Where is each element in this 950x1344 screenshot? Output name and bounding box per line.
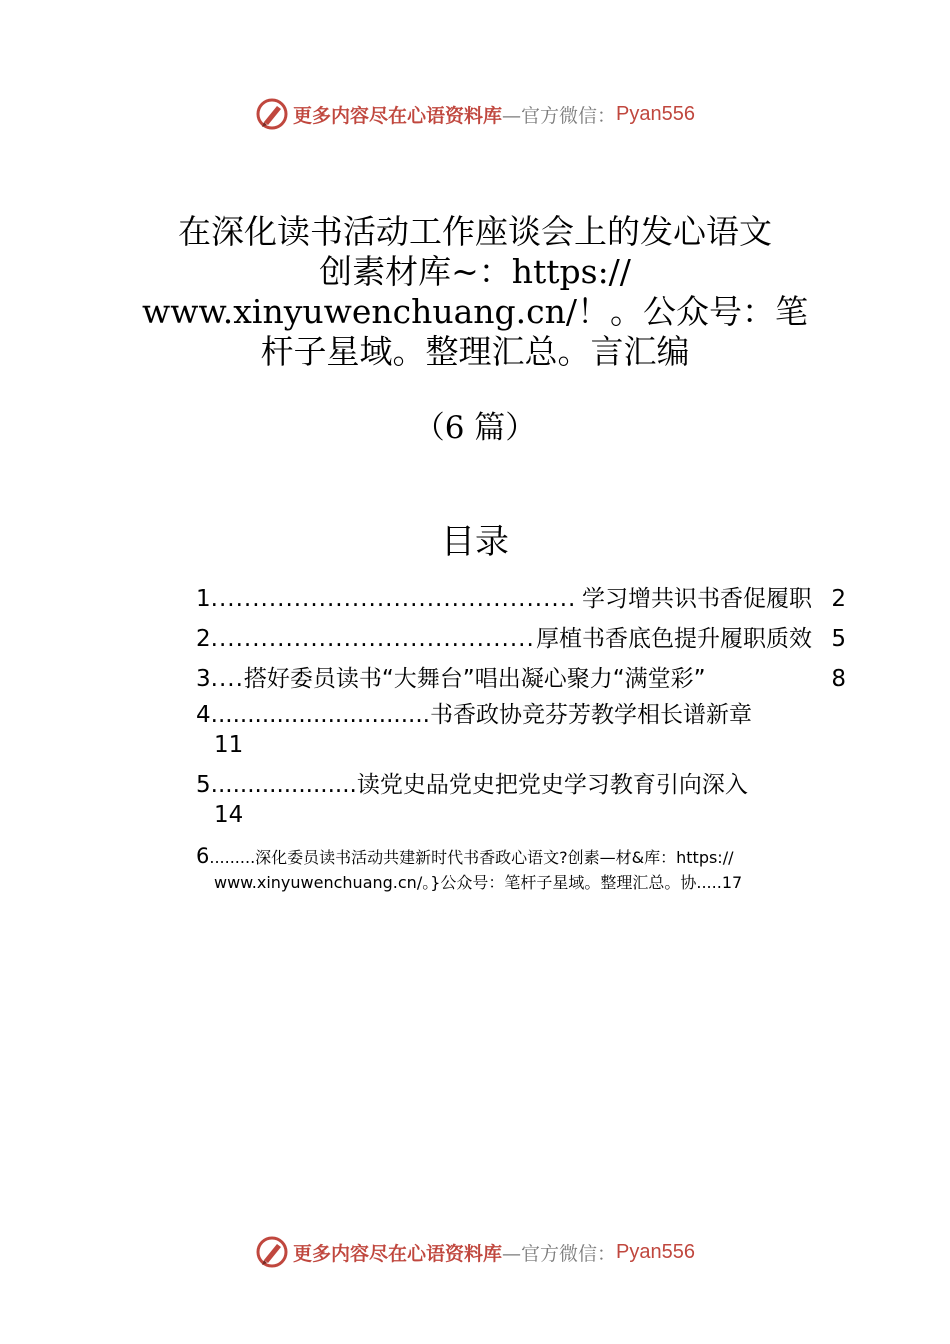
toc-item-title: 学习增共识书香促履职: [582, 586, 812, 612]
toc-item-page: 5: [831, 626, 846, 652]
pen-logo-icon: [255, 1235, 289, 1269]
toc-item-leader: ............................................: [210, 586, 577, 612]
banner-text: 更多内容尽在心语资料库: [293, 1242, 503, 1265]
toc-item-page: 8: [831, 666, 846, 692]
banner-wechat-label: —官方微信：: [502, 104, 617, 127]
toc-item[interactable]: [196, 620, 846, 660]
toc-item-leader: ....: [210, 666, 244, 692]
table-of-contents: [196, 580, 846, 895]
title-line-1: 在深化读书活动工作座谈会上的发心语文: [178, 212, 772, 251]
toc-item-leader: .........: [209, 848, 256, 867]
article-count: （6 篇）: [413, 410, 537, 446]
toc-heading: 目录: [441, 522, 509, 562]
toc-item[interactable]: [196, 700, 846, 770]
toc-item-title: 读党史品党史把党史学习教育引向深入: [356, 772, 748, 798]
footer-banner: [0, 1232, 950, 1272]
toc-item-number: 3: [196, 666, 211, 692]
toc-item-number: 6: [196, 844, 210, 868]
title-line-2: 创素材库~：https://: [319, 252, 631, 291]
banner-wechat-label: —官方微信：: [502, 1242, 617, 1265]
toc-item[interactable]: [196, 770, 846, 840]
toc-item-number: 4: [196, 702, 211, 728]
toc-item-page: 11: [214, 732, 244, 758]
pen-logo-icon: [255, 97, 289, 131]
document-title: [140, 212, 810, 372]
toc-item-number: 2: [196, 626, 211, 652]
toc-item-title: 深化委员读书活动共建新时代书香政心语文?创素—材&库：https://: [255, 848, 734, 867]
toc-item-leader: ..............................: [210, 702, 430, 728]
toc-item-number: 5: [196, 772, 211, 798]
toc-item-title: 厚植书香底色提升履职质效: [536, 626, 812, 652]
banner-wechat-id: Pyan556: [616, 102, 695, 125]
title-line-4: 杆子星域。整理汇总。言汇编: [260, 332, 690, 371]
toc-item[interactable]: [196, 844, 846, 895]
toc-item-page: 14: [214, 802, 244, 828]
title-line-3: www.xinyuwenchuang.cn/！。公众号：笔: [141, 292, 809, 331]
banner-text: 更多内容尽在心语资料库: [293, 104, 503, 127]
toc-item-leader: .......................................: [210, 626, 535, 652]
toc-item-title: 书香政协竞芬芳教学相长谱新章: [429, 702, 752, 728]
header-banner: [0, 94, 950, 134]
toc-item[interactable]: [196, 580, 846, 620]
toc-item-page: 2: [831, 586, 846, 612]
toc-item[interactable]: [196, 660, 846, 700]
toc-item-leader: ....................: [210, 772, 357, 798]
toc-item-title: 搭好委员读书“大舞台”唱出凝心聚力“满堂彩”: [243, 666, 706, 692]
toc-item-title-continued: www.xinyuwenchuang.cn/。}公众号：笔杆子星域。整理汇总。协.....17: [214, 873, 743, 892]
toc-item-number: 1: [196, 586, 211, 612]
banner-wechat-id: Pyan556: [616, 1240, 695, 1263]
